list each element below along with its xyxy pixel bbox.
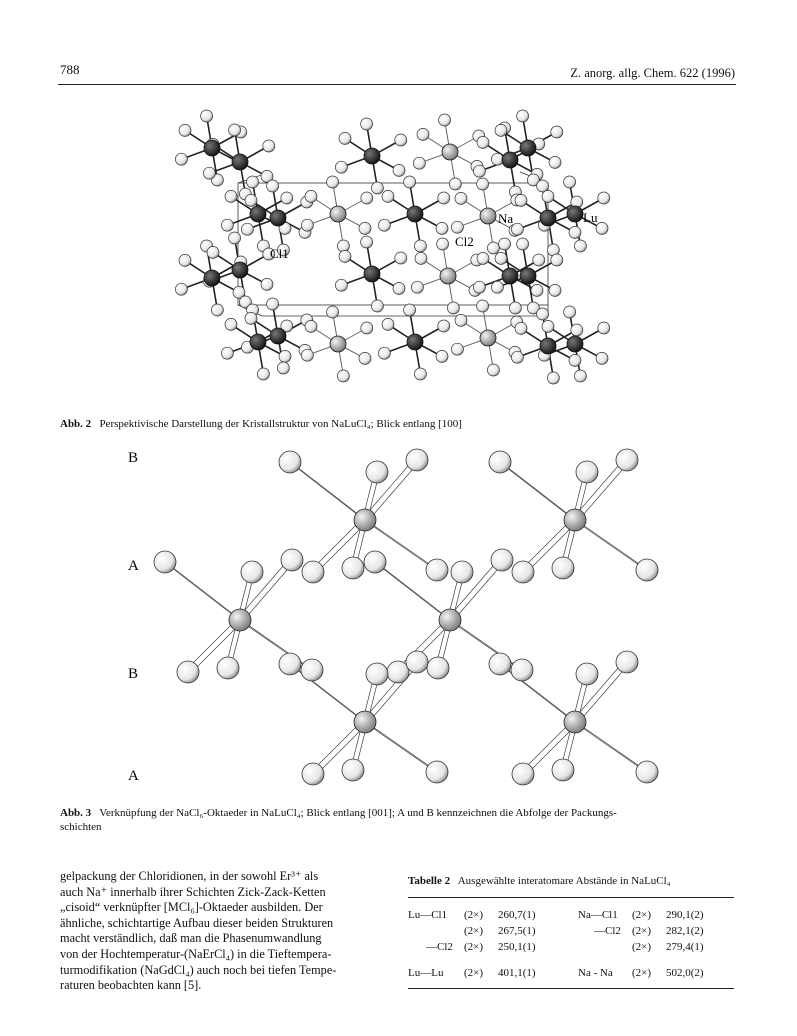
chlorine-atom	[225, 318, 237, 330]
bond-line	[288, 460, 363, 518]
figure-3-caption-line2: schichten	[60, 821, 102, 833]
chlorine-atom	[364, 551, 386, 573]
table-cell: 290,1(2)	[666, 909, 704, 921]
sodium-atom	[439, 609, 461, 631]
chlorine-atom	[281, 549, 303, 571]
sodium-atom	[564, 711, 586, 733]
lutetium-atom	[407, 206, 423, 222]
lutetium-atom	[364, 266, 380, 282]
table-cell: (2×)	[632, 967, 652, 979]
bond-line	[167, 564, 242, 622]
chlorine-atom	[371, 182, 383, 194]
chlorine-atom	[455, 192, 467, 204]
chlorine-atom	[361, 192, 373, 204]
table-cell: —Cl2	[594, 925, 621, 937]
table-2-title	[408, 875, 671, 887]
chlorine-atom	[564, 306, 576, 318]
sodium-atom	[354, 711, 376, 733]
chlorine-atom	[515, 322, 527, 334]
chlorine-atom	[267, 180, 279, 192]
chlorine-atom	[491, 153, 503, 165]
chlorine-atom	[366, 461, 388, 483]
chlorine-atom	[451, 221, 463, 233]
chlorine-atom	[511, 351, 523, 363]
body-line: ähnliche, schichtartige Aufbau dieser beiden Strukturen	[60, 915, 334, 930]
body-line: von der Hochtemperatur-(NaErCl₄) in die Tieftempera-	[60, 946, 332, 961]
chlorine-atom	[473, 281, 485, 293]
chlorine-atom	[179, 254, 191, 266]
body-line: auch Na⁺ innerhalb ihrer Schichten Zick-Zack-Ketten	[60, 884, 326, 899]
chlorine-atom	[487, 242, 499, 254]
bond-line	[502, 464, 577, 522]
chlorine-atom	[477, 300, 489, 312]
chlorine-atom	[378, 219, 390, 231]
chlorine-atom	[179, 124, 191, 136]
bond-line	[498, 662, 573, 720]
chlorine-atom	[499, 238, 511, 250]
chlorine-atom	[439, 114, 451, 126]
chlorine-atom	[225, 190, 237, 202]
chlorine-atom	[426, 761, 448, 783]
chlorine-atom	[413, 157, 425, 169]
chlorine-atom	[569, 226, 581, 238]
table-cell: 250,1(1)	[498, 941, 536, 953]
chlorine-atom	[517, 238, 529, 250]
chlorine-atom	[279, 653, 301, 675]
chlorine-atom	[406, 449, 428, 471]
chlorine-atom	[301, 219, 313, 231]
chlorine-atom	[596, 352, 608, 364]
header-rule	[58, 84, 736, 85]
chlorine-atom	[549, 284, 561, 296]
lutetium-atom	[232, 154, 248, 170]
chlorine-atom	[361, 236, 373, 248]
chlorine-atom	[511, 223, 523, 235]
chlorine-atom	[221, 347, 233, 359]
table-cell: (2×)	[632, 909, 652, 921]
chlorine-atom	[551, 254, 563, 266]
chlorine-atom	[616, 449, 638, 471]
chlorine-atom	[342, 557, 364, 579]
table-cell: (2×)	[464, 925, 484, 937]
label-na: Na	[498, 211, 514, 226]
chlorine-atom	[495, 124, 507, 136]
chlorine-atom	[279, 350, 291, 362]
chlorine-atom	[404, 304, 416, 316]
chlorine-atom	[552, 759, 574, 781]
chlorine-atom	[436, 222, 448, 234]
chlorine-atom	[229, 232, 241, 244]
bond-line	[292, 464, 367, 522]
chlorine-atom	[451, 561, 473, 583]
chlorine-atom	[411, 281, 423, 293]
table-cell: 282,1(2)	[666, 925, 704, 937]
sodium-atom	[229, 609, 251, 631]
chlorine-atom	[245, 194, 257, 206]
lutetium-atom	[204, 140, 220, 156]
chlorine-atom	[302, 763, 324, 785]
lutetium-atom	[250, 334, 266, 350]
chlorine-atom	[437, 238, 449, 250]
chlorine-atom	[154, 551, 176, 573]
chlorine-atom	[395, 252, 407, 264]
chlorine-atom	[201, 110, 213, 122]
chlorine-atom	[542, 320, 554, 332]
chlorine-atom	[203, 167, 215, 179]
table-2	[408, 905, 734, 995]
chlorine-atom	[576, 461, 598, 483]
layer-label-3: B	[128, 666, 139, 682]
chlorine-atom	[342, 759, 364, 781]
page-number: 788	[60, 62, 80, 77]
chlorine-atom	[574, 240, 586, 252]
journal-citation: Z. anorg. allg. Chem. 622 (1996)	[570, 66, 735, 80]
chlorine-atom	[327, 176, 339, 188]
chlorine-atom	[511, 659, 533, 681]
table-cell: 267,5(1)	[498, 925, 536, 937]
chlorine-atom	[438, 192, 450, 204]
chlorine-atom	[361, 118, 373, 130]
body-line: raturen beobachten kann [5].	[60, 978, 202, 993]
chlorine-atom	[359, 352, 371, 364]
chlorine-atom	[489, 451, 511, 473]
chlorine-atom	[247, 176, 259, 188]
chlorine-atom	[569, 354, 581, 366]
chlorine-atom	[415, 252, 427, 264]
lutetium-atom	[407, 334, 423, 350]
chlorine-atom	[436, 350, 448, 362]
chlorine-atom	[576, 663, 598, 685]
chlorine-atom	[616, 651, 638, 673]
chlorine-atom	[361, 322, 373, 334]
chlorine-atom	[241, 561, 263, 583]
chlorine-atom	[427, 657, 449, 679]
chlorine-atom	[281, 192, 293, 204]
table-cell: Lu—Cl1	[408, 909, 448, 921]
chlorine-atom	[177, 661, 199, 683]
figure-3-caption	[60, 806, 740, 834]
chlorine-atom	[393, 282, 405, 294]
chlorine-atom	[537, 308, 549, 320]
chlorine-atom	[175, 153, 187, 165]
chlorine-atom	[371, 300, 383, 312]
figure-2-caption-label: Abb. 2	[60, 418, 92, 430]
table-cell: Na - Na	[578, 967, 613, 979]
lutetium-atom	[567, 336, 583, 352]
chlorine-atom	[261, 278, 273, 290]
chlorine-atom	[417, 128, 429, 140]
table-cell: (2×)	[464, 909, 484, 921]
chlorine-atom	[487, 364, 499, 376]
table-cell: (2×)	[464, 967, 484, 979]
sodium-atom	[330, 336, 346, 352]
chlorine-atom	[302, 561, 324, 583]
chlorine-atom	[279, 451, 301, 473]
chlorine-atom	[598, 192, 610, 204]
body-line: macht verständlich, daß man die Phasenumwandlung	[60, 931, 322, 946]
chlorine-atom	[406, 651, 428, 673]
chlorine-atom	[542, 190, 554, 202]
chlorine-atom	[512, 763, 534, 785]
lutetium-atom	[250, 206, 266, 222]
table-cell: (2×)	[632, 925, 652, 937]
lutetium-atom	[232, 262, 248, 278]
chlorine-atom	[327, 306, 339, 318]
bond-line	[498, 460, 573, 518]
figure-3-caption-label: Abb. 3	[60, 807, 92, 819]
chlorine-atom	[517, 110, 529, 122]
chlorine-atom	[531, 284, 543, 296]
sodium-atom	[480, 330, 496, 346]
sodium-atom	[480, 208, 496, 224]
chlorine-atom	[451, 343, 463, 355]
chlorine-atom	[564, 176, 576, 188]
table-cell: 279,4(1)	[666, 941, 704, 953]
chlorine-atom	[245, 312, 257, 324]
lutetium-atom	[270, 328, 286, 344]
lutetium-atom	[502, 268, 518, 284]
layer-label-1: B	[128, 450, 139, 466]
chlorine-atom	[229, 124, 241, 136]
bond-line	[163, 560, 238, 618]
lutetium-atom	[502, 152, 518, 168]
layer-label-4: A	[128, 768, 139, 784]
sodium-atom	[330, 206, 346, 222]
chlorine-atom	[447, 302, 459, 314]
body-text	[60, 869, 390, 994]
bond-line	[288, 662, 363, 720]
table-cell: Lu—Lu	[408, 967, 444, 979]
chlorine-atom	[395, 134, 407, 146]
chlorine-atom	[549, 156, 561, 168]
chlorine-atom	[547, 372, 559, 384]
chlorine-atom	[596, 222, 608, 234]
chlorine-atom	[359, 222, 371, 234]
sodium-atom	[564, 509, 586, 531]
lutetium-atom	[567, 206, 583, 222]
table-cell: 502,0(2)	[666, 967, 704, 979]
chlorine-atom	[241, 223, 253, 235]
chlorine-atom	[489, 653, 511, 675]
chlorine-atom	[426, 559, 448, 581]
table-cell: —Cl2	[426, 941, 453, 953]
table-2-caption: Ausgewählte interatomare Abstände in NaLuCl₄	[457, 875, 671, 887]
chlorine-atom	[211, 304, 223, 316]
chlorine-atom	[477, 178, 489, 190]
chlorine-atom	[387, 661, 409, 683]
chlorine-atom	[455, 314, 467, 326]
chlorine-atom	[414, 368, 426, 380]
sodium-atom	[442, 144, 458, 160]
sodium-atom	[354, 509, 376, 531]
chlorine-atom	[257, 368, 269, 380]
chlorine-atom	[305, 320, 317, 332]
chlorine-atom	[552, 557, 574, 579]
chlorine-atom	[477, 136, 489, 148]
chlorine-atom	[491, 549, 513, 571]
figure-3-octahedra	[0, 440, 797, 800]
lutetium-atom	[364, 148, 380, 164]
label-cl2: Cl2	[455, 234, 474, 249]
chlorine-atom	[636, 761, 658, 783]
table-cell: (2×)	[464, 941, 484, 953]
lutetium-atom	[204, 270, 220, 286]
chlorine-atom	[339, 132, 351, 144]
chlorine-atom	[509, 302, 521, 314]
chlorine-atom	[438, 320, 450, 332]
sodium-atom	[440, 268, 456, 284]
chlorine-atom	[339, 250, 351, 262]
label-lu: Lu	[583, 210, 598, 225]
table-cell: (2×)	[632, 941, 652, 953]
figure-2-crystal-structure	[0, 90, 797, 410]
layer-label-2: A	[128, 558, 139, 574]
chlorine-atom	[301, 349, 313, 361]
chlorine-atom	[512, 561, 534, 583]
chlorine-atom	[335, 161, 347, 173]
chlorine-atom	[449, 178, 461, 190]
chlorine-atom	[277, 362, 289, 374]
chlorine-atom	[393, 164, 405, 176]
chlorine-atom	[515, 194, 527, 206]
chlorine-atom	[551, 126, 563, 138]
body-line: „cisoid“ verknüpfter [MCl₆]-Oktaeder ausbilden. Der	[60, 900, 323, 915]
table-cell: 401,1(1)	[498, 967, 536, 979]
lutetium-atom	[540, 338, 556, 354]
figure-2-caption-text: Perspektivische Darstellung der Kristallstruktur von NaLuCl₄; Blick entlang [100]	[99, 418, 462, 430]
lutetium-atom	[270, 210, 286, 226]
body-line: turmodifikation (NaGdCl₄) auch noch bei tiefen Tempe-	[60, 962, 337, 977]
table-2-label: Tabelle 2	[408, 875, 451, 887]
table-top-rule	[408, 897, 734, 898]
chlorine-atom	[598, 322, 610, 334]
chlorine-atom	[404, 176, 416, 188]
chlorine-atom	[477, 252, 489, 264]
chlorine-atom	[533, 254, 545, 266]
chlorine-atom	[382, 318, 394, 330]
chlorine-atom	[305, 190, 317, 202]
chlorine-atom	[382, 190, 394, 202]
chlorine-atom	[366, 663, 388, 685]
table-bottom-rule	[408, 988, 734, 989]
figure-2-caption	[60, 417, 740, 431]
chlorine-atom	[337, 240, 349, 252]
chlorine-atom	[571, 324, 583, 336]
chlorine-atom	[473, 165, 485, 177]
table-cell: 260,7(1)	[498, 909, 536, 921]
chlorine-atom	[636, 559, 658, 581]
chlorine-atom	[574, 370, 586, 382]
chlorine-atom	[335, 279, 347, 291]
chlorine-atom	[491, 281, 503, 293]
chlorine-atom	[217, 657, 239, 679]
chlorine-atom	[263, 140, 275, 152]
chlorine-atom	[301, 659, 323, 681]
chlorine-atom	[378, 347, 390, 359]
chlorine-atom	[337, 370, 349, 382]
chlorine-atom	[175, 283, 187, 295]
table-cell: Na—Cl1	[578, 909, 618, 921]
lutetium-atom	[540, 210, 556, 226]
label-cl1: Cl1	[270, 246, 289, 261]
chlorine-atom	[414, 240, 426, 252]
chlorine-atom	[221, 219, 233, 231]
body-line: gelpackung der Chloridionen, in der sowohl Er³⁺ als	[60, 869, 319, 883]
chlorine-atom	[267, 298, 279, 310]
lutetium-atom	[520, 268, 536, 284]
lutetium-atom	[520, 140, 536, 156]
figure-3-caption-line1: Verknüpfung der NaCl₆-Oktaeder in NaLuCl₄; Blick entlang [001]; A und B kennzeichnen die Abfolge der Packungs-	[99, 807, 617, 819]
chlorine-atom	[495, 252, 507, 264]
chlorine-atom	[207, 246, 219, 258]
